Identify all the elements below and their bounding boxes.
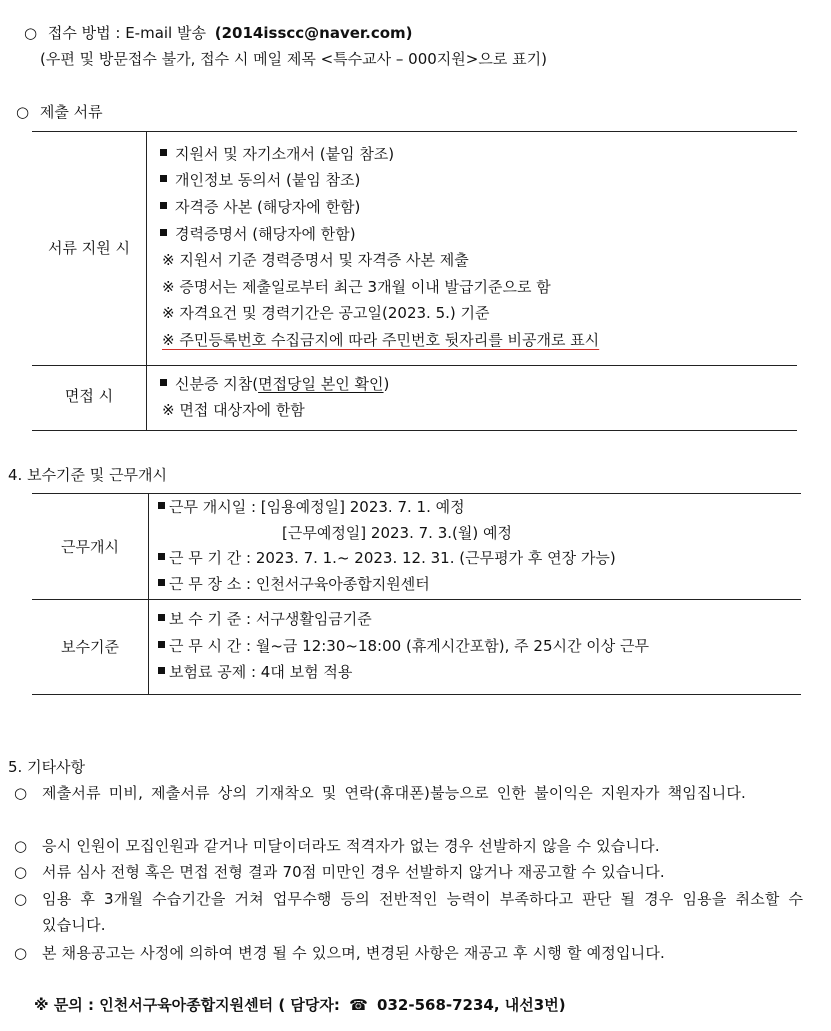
list-item: 근무 개시일 : [임용예정일] 2023. 7. 1. 예정 — [158, 494, 465, 520]
conditions-heading: 4. 보수기준 및 근무개시 — [8, 466, 168, 484]
circle-marker: ○ — [14, 944, 28, 962]
table-divider — [146, 131, 147, 430]
circle-marker: ○ — [14, 863, 28, 881]
bullet-square-icon — [158, 641, 165, 648]
circle-marker: ○ — [14, 890, 28, 908]
row-label-start: 근무개시 — [61, 538, 119, 556]
bullet-square-icon — [158, 614, 165, 621]
bullet-square-icon — [160, 229, 167, 236]
circle-marker: ○ — [14, 837, 28, 855]
list-item: 근 무 시 간 : 월~금 12:30~18:00 (휴게시간포함), 주 25시간 이상 근무 — [158, 633, 649, 659]
table-border — [32, 694, 801, 695]
list-item: ○ 제출서류 미비, 제출서류 상의 기재착오 및 연락(휴대폰)불능으로 인한 불이익은 지원자가 책임집니다. — [14, 780, 814, 832]
note-item: ※ 증명서는 제출일로부터 최근 3개월 이내 발급기준으로 함 — [162, 278, 551, 296]
documents-heading: ○ 제출 서류 — [16, 103, 103, 121]
submission-method-label: 접수 방법 : E-mail 발송 — [47, 24, 206, 42]
bullet-square-icon — [158, 579, 165, 586]
list-item: 근 무 기 간 : 2023. 7. 1.~ 2023. 12. 31. (근무평가 후 연장 가능) — [158, 545, 616, 571]
row-label-pay: 보수기준 — [61, 638, 119, 656]
list-item: 보험료 공제 : 4대 보험 적용 — [158, 659, 352, 685]
row-label-interview: 면접 시 — [64, 387, 114, 405]
row-label-application: 서류 지원 시 — [48, 239, 130, 257]
submission-note: (우편 및 방문접수 불가, 접수 시 메일 제목 <특수교사 – 000지원>으로 표기) — [40, 50, 547, 68]
list-item: 자격증 사본 (해당자에 한함) — [160, 194, 360, 220]
list-item: ○ 서류 심사 전형 혹은 면접 전형 결과 70점 미만인 경우 선발하지 않거나 재공고할 수 있습니다. — [14, 859, 814, 885]
circle-marker: ○ — [24, 24, 38, 42]
bullet-square-icon — [158, 553, 165, 560]
bullet-square-icon — [160, 175, 167, 182]
bullet-square-icon — [158, 502, 165, 509]
list-item: 보 수 기 준 : 서구생활임금기준 — [158, 606, 372, 632]
list-item: 근 무 장 소 : 인천서구육아종합지원센터 — [158, 571, 430, 597]
submission-email: (2014isscc@naver.com) — [214, 24, 413, 42]
phone-icon: ☎ — [349, 996, 368, 1014]
contact-line — [34, 994, 566, 1015]
other-heading: 5. 기타사항 — [8, 758, 86, 776]
list-item: 지원서 및 자기소개서 (붙임 참조) — [160, 141, 394, 167]
note-item: ※ 지원서 기준 경력증명서 및 자격증 사본 제출 — [162, 251, 469, 269]
list-item: 신분증 지참(면접당일 본인 확인) — [160, 371, 389, 397]
list-item-continuation: [근무예정일] 2023. 7. 3.(월) 예정 — [282, 524, 512, 542]
note-item-highlighted: ※ 주민등록번호 수집금지에 따라 주민번호 뒷자리를 비공개로 표시 — [162, 331, 600, 349]
list-item: ○ 임용 후 3개월 수습기간을 거쳐 업무수행 등의 전반적인 능력이 부족하다고 판단 될 경우 임용을 취소할 수 있습니다. — [14, 886, 814, 938]
contact-prefix: ※ 문의 : 인천서구육아종합지원센터 ( 담당자: — [34, 996, 340, 1014]
list-item: ○ 본 채용공고는 사정에 의하여 변경 될 수 있으며, 변경된 사항은 재공고 후 시행 할 예정입니다. — [14, 940, 814, 966]
submission-method — [24, 22, 413, 43]
bullet-square-icon — [160, 202, 167, 209]
circle-marker: ○ — [14, 784, 28, 802]
contact-phone: 032-568-7234, 내선3번) — [377, 996, 566, 1014]
list-item: ○ 응시 인원이 모집인원과 같거나 미달이더라도 적격자가 없는 경우 선발하지 않을 수 있습니다. — [14, 833, 814, 859]
bullet-square-icon — [160, 379, 167, 386]
note-item: ※ 자격요건 및 경력기간은 공고일(2023. 5.) 기준 — [162, 304, 490, 322]
bullet-square-icon — [160, 149, 167, 156]
table-border — [32, 430, 797, 431]
note-item: ※ 면접 대상자에 한함 — [162, 401, 305, 419]
bullet-square-icon — [158, 667, 165, 674]
list-item: 경력증명서 (해당자에 한함) — [160, 221, 356, 247]
circle-marker: ○ — [16, 103, 30, 121]
table-divider — [148, 493, 149, 694]
list-item: 개인정보 동의서 (붙임 참조) — [160, 167, 360, 193]
